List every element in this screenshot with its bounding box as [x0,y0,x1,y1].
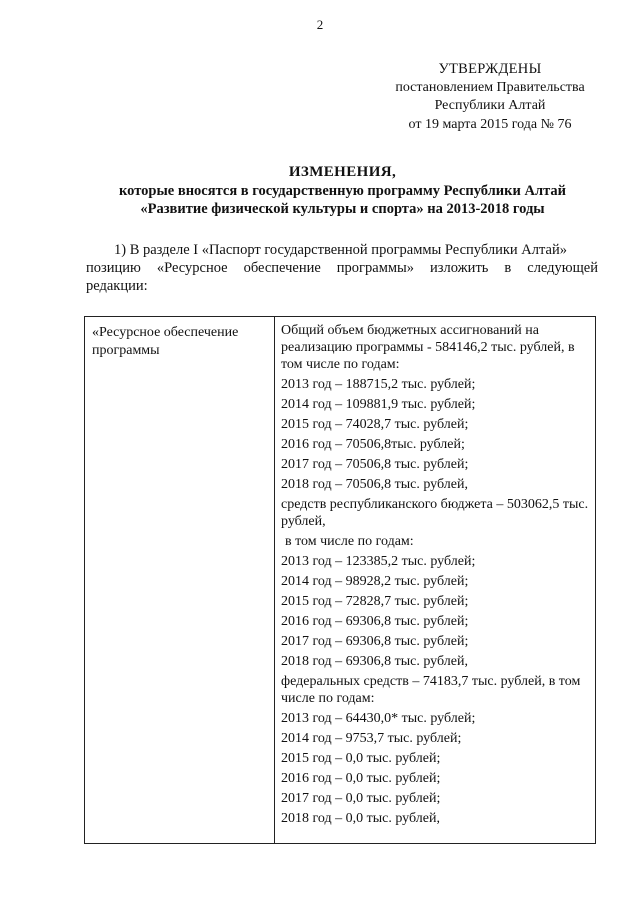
table-row: 2017 год – 0,0 тыс. рублей; [281,791,441,806]
table-row: федеральных средств – 74183,7 тыс. рублей, в том числе по годам: [281,674,581,706]
table-row: 2015 год – 0,0 тыс. рублей; [281,751,441,766]
table-row: 2015 год – 72828,7 тыс. рублей; [281,594,469,609]
table-row: в том числе по годам: [285,534,414,549]
table-row: 2016 год – 69306,8 тыс. рублей; [281,614,469,629]
table-row: 2018 год – 69306,8 тыс. рублей, [281,654,468,669]
table-row: 2014 год – 109881,9 тыс. рублей; [281,397,476,412]
intro-line-2: позицию «Ресурсное обеспечение программы» изложить в следующей [86,260,598,276]
table-column-divider [274,317,275,843]
intro-line-1: 1) В разделе I «Паспорт государственной программы Республики Алтай» [114,242,567,258]
table-row: средств республиканского бюджета – 503062,5 тыс. рублей, [281,497,589,529]
document-title [60,163,625,219]
table-row: 2013 год – 123385,2 тыс. рублей; [281,554,476,569]
table-row: 2014 год – 9753,7 тыс. рублей; [281,731,462,746]
left-cell-line-2: программы [92,342,160,358]
table-row: 2018 год – 70506,8 тыс. рублей, [281,477,468,492]
table-row: 2016 год – 70506,8тыс. рублей; [281,437,465,452]
table-row: 2015 год – 74028,7 тыс. рублей; [281,417,469,432]
table-right-cell [281,322,591,830]
table-row: 2018 год – 0,0 тыс. рублей, [281,811,440,826]
table-row: 2013 год – 188715,2 тыс. рублей; [281,377,476,392]
page-number: 2 [316,17,324,32]
approval-line-2: Республики Алтай [434,98,546,113]
table-row: Общий объем бюджетных ассигнований на реализацию программы - 584146,2 тыс. рублей, в том числе по годам: [281,323,575,372]
resource-table [84,316,596,844]
table-row: 2013 год – 64430,0* тыс. рублей; [281,711,476,726]
table-row: 2017 год – 70506,8 тыс. рублей; [281,457,469,472]
table-row: 2016 год – 0,0 тыс. рублей; [281,771,441,786]
table-row: 2017 год – 69306,8 тыс. рублей; [281,634,469,649]
table-left-cell [92,324,267,359]
intro-line-3: редакции: [86,278,148,294]
title-subtitle-1: которые вносятся в государственную программу Республики Алтай [119,182,566,199]
table-row: 2014 год – 98928,2 тыс. рублей; [281,574,469,589]
left-cell-line-1: «Ресурсное обеспечение [92,325,239,340]
title-subtitle-2: «Развитие физической культуры и спорта» на 2013-2018 годы [140,201,545,217]
approval-line-1: постановлением Правительства [395,79,585,95]
approval-stamp [372,60,608,134]
title-main: ИЗМЕНЕНИЯ, [288,164,397,180]
intro-paragraph [86,241,598,295]
approval-heading: УТВЕРЖДЕНЫ [438,61,542,77]
approval-line-3: от 19 марта 2015 года № 76 [408,116,572,132]
